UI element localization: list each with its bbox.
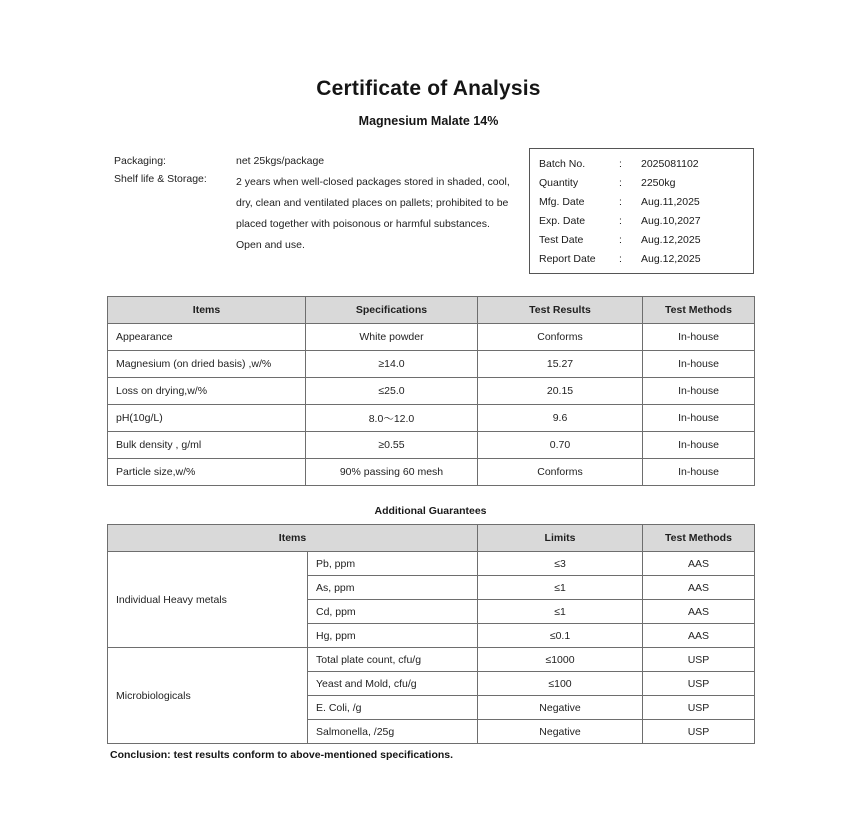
batch-value: Aug.12,2025 bbox=[641, 233, 701, 246]
ag-limit: ≤3 bbox=[478, 552, 643, 576]
batch-colon: : bbox=[619, 214, 622, 227]
column-header-specifications: Specifications bbox=[306, 297, 478, 324]
spec-test-result: Conforms bbox=[478, 324, 643, 351]
shelf-life-line-2 bbox=[236, 193, 524, 214]
packaging-row bbox=[114, 154, 524, 169]
shelf-life-value bbox=[236, 172, 524, 256]
batch-key: Quantity bbox=[539, 176, 579, 189]
spec-test-result: Conforms bbox=[478, 459, 643, 486]
conclusion-text: Conclusion: test results conform to above-mentioned specifications. bbox=[110, 749, 454, 761]
spec-item: Magnesium (on dried basis) ,w/% bbox=[108, 351, 306, 378]
ag-item: Cd, ppm bbox=[308, 600, 478, 624]
ag-method: AAS bbox=[643, 600, 755, 624]
batch-colon: : bbox=[619, 233, 622, 246]
column-header-limits: Limits bbox=[478, 525, 643, 552]
shelf-life-text-2: dry, clean and ventilated places on pallets; prohibited to be bbox=[236, 197, 509, 209]
ag-method: USP bbox=[643, 696, 755, 720]
shelf-life-label: Shelf life & Storage: bbox=[114, 173, 207, 185]
batch-key: Test Date bbox=[539, 233, 584, 246]
spec-item: pH(10g/L) bbox=[108, 405, 306, 432]
ag-method: USP bbox=[643, 648, 755, 672]
spec-specification: 90% passing 60 mesh bbox=[306, 459, 478, 486]
column-header-items: Items bbox=[108, 297, 306, 324]
packaging-label: Packaging: bbox=[114, 155, 166, 167]
batch-colon: : bbox=[619, 157, 622, 170]
ag-item: Yeast and Mold, cfu/g bbox=[308, 672, 478, 696]
batch-value: 2250kg bbox=[641, 176, 676, 189]
batch-colon: : bbox=[619, 252, 622, 265]
spec-test-result: 9.6 bbox=[478, 405, 643, 432]
table-row bbox=[108, 351, 755, 378]
batch-colon: : bbox=[619, 176, 622, 189]
batch-value: Aug.11,2025 bbox=[641, 195, 700, 208]
ag-group-name: Microbiologicals bbox=[108, 648, 308, 744]
additional-guarantees-caption: Additional Guarantees bbox=[374, 505, 487, 517]
spec-test-method: In-house bbox=[643, 459, 755, 486]
ag-item: Hg, ppm bbox=[308, 624, 478, 648]
spec-test-method: In-house bbox=[643, 378, 755, 405]
batch-key: Report Date bbox=[539, 252, 596, 265]
shelf-life-line-1 bbox=[236, 172, 524, 193]
spec-specification: White powder bbox=[306, 324, 478, 351]
batch-value: 2025081102 bbox=[641, 157, 699, 170]
ag-group-name: Individual Heavy metals bbox=[108, 552, 308, 648]
ag-limit: ≤1000 bbox=[478, 648, 643, 672]
specifications-table bbox=[107, 296, 755, 486]
batch-value: Aug.12,2025 bbox=[641, 252, 701, 265]
ag-limit: ≤100 bbox=[478, 672, 643, 696]
spec-test-result: 0.70 bbox=[478, 432, 643, 459]
additional-guarantees-table bbox=[107, 524, 755, 744]
batch-info-box bbox=[529, 148, 754, 274]
spec-test-method: In-house bbox=[643, 324, 755, 351]
table-row bbox=[108, 459, 755, 486]
shelf-life-text-4: Open and use. bbox=[236, 239, 305, 251]
batch-key: Exp. Date bbox=[539, 214, 586, 227]
ag-method: AAS bbox=[643, 576, 755, 600]
ag-item: E. Coli, /g bbox=[308, 696, 478, 720]
spec-test-method: In-house bbox=[643, 432, 755, 459]
table-row bbox=[108, 378, 755, 405]
ag-method: USP bbox=[643, 720, 755, 744]
spec-item: Bulk density , g/ml bbox=[108, 432, 306, 459]
spec-test-method: In-house bbox=[643, 405, 755, 432]
batch-key: Batch No. bbox=[539, 157, 586, 170]
batch-row bbox=[530, 192, 753, 211]
ag-item: As, ppm bbox=[308, 576, 478, 600]
batch-row bbox=[530, 211, 753, 230]
spec-item: Loss on drying,w/% bbox=[108, 378, 306, 405]
batch-row bbox=[530, 173, 753, 192]
spec-test-result: 15.27 bbox=[478, 351, 643, 378]
table-row bbox=[108, 324, 755, 351]
spec-item: Particle size,w/% bbox=[108, 459, 306, 486]
spec-specification: ≤25.0 bbox=[306, 378, 478, 405]
batch-key: Mfg. Date bbox=[539, 195, 585, 208]
column-header-items: Items bbox=[108, 525, 478, 552]
packaging-value: net 25kgs/package bbox=[236, 155, 325, 167]
spec-specification: ≥14.0 bbox=[306, 351, 478, 378]
ag-limit: Negative bbox=[478, 720, 643, 744]
table-row bbox=[108, 432, 755, 459]
batch-row bbox=[530, 154, 753, 173]
page-title: Certificate of Analysis bbox=[316, 77, 541, 100]
shelf-life-text-1: 2 years when well-closed packages stored in shaded, cool, bbox=[236, 176, 510, 188]
batch-colon: : bbox=[619, 195, 622, 208]
table-row bbox=[108, 405, 755, 432]
product-subtitle: Magnesium Malate 14% bbox=[358, 114, 499, 128]
spec-table-header-row bbox=[108, 297, 755, 324]
ag-limit: ≤1 bbox=[478, 576, 643, 600]
ag-limit: ≤1 bbox=[478, 600, 643, 624]
column-header-test-methods: Test Methods bbox=[643, 297, 755, 324]
ag-item: Salmonella, /25g bbox=[308, 720, 478, 744]
table-row bbox=[108, 648, 755, 672]
shelf-life-line-4 bbox=[236, 235, 524, 256]
ag-method: AAS bbox=[643, 624, 755, 648]
ag-method: AAS bbox=[643, 552, 755, 576]
spec-item: Appearance bbox=[108, 324, 306, 351]
spec-test-method: In-house bbox=[643, 351, 755, 378]
ag-table-header-row bbox=[108, 525, 755, 552]
batch-value: Aug.10,2027 bbox=[641, 214, 701, 227]
table-row bbox=[108, 552, 755, 576]
ag-limit: ≤0.1 bbox=[478, 624, 643, 648]
shelf-life-row bbox=[114, 172, 524, 256]
shelf-life-text-3: placed together with poisonous or harmful substances. bbox=[236, 218, 490, 230]
ag-item: Total plate count, cfu/g bbox=[308, 648, 478, 672]
ag-method: USP bbox=[643, 672, 755, 696]
ag-limit: Negative bbox=[478, 696, 643, 720]
product-info-block bbox=[114, 154, 524, 259]
column-header-test-results: Test Results bbox=[478, 297, 643, 324]
spec-test-result: 20.15 bbox=[478, 378, 643, 405]
batch-row bbox=[530, 249, 753, 268]
spec-specification: ≥0.55 bbox=[306, 432, 478, 459]
shelf-life-line-3 bbox=[236, 214, 524, 235]
spec-specification: 8.0～12.0 bbox=[306, 405, 478, 432]
batch-row bbox=[530, 230, 753, 249]
column-header-test-methods: Test Methods bbox=[643, 525, 755, 552]
ag-item: Pb, ppm bbox=[308, 552, 478, 576]
